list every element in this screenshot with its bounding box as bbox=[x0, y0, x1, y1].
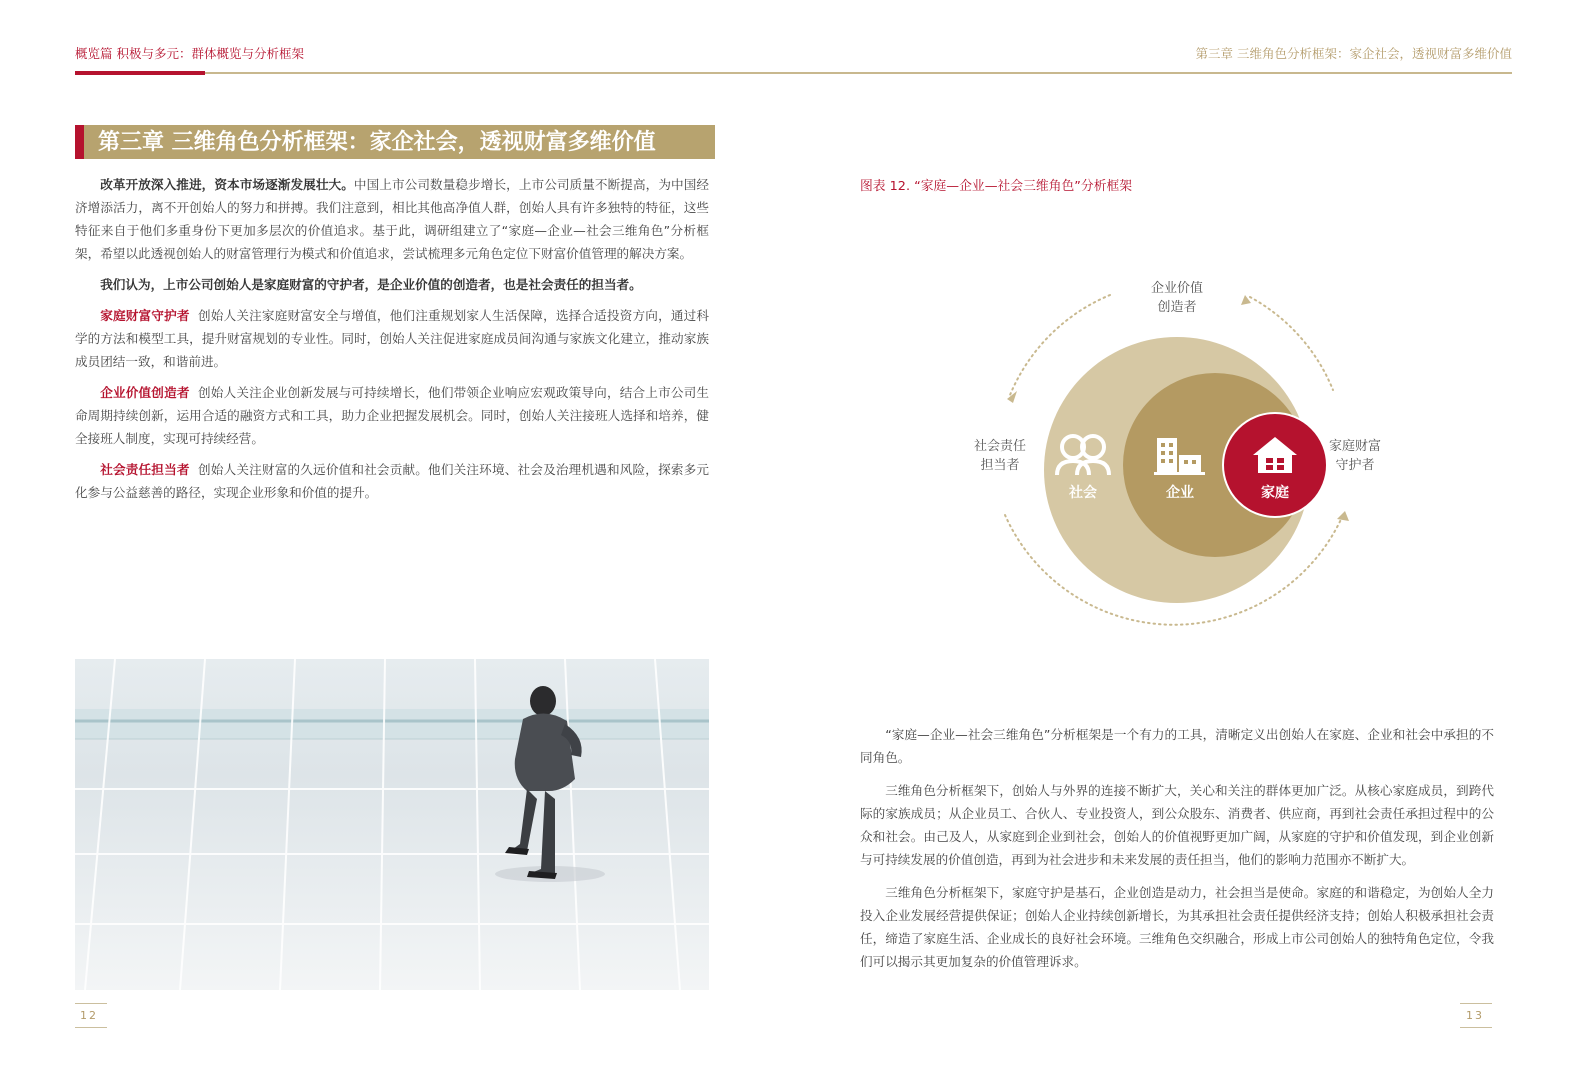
header-right-title: 第三章 三维角色分析框架：家企社会，透视财富多维价值 bbox=[1195, 46, 1512, 61]
paragraph-intro-body: 中国上市公司数量稳步增长，上市公司质量不断提高，为中国经济增添活力，离不开创始人的努力和拼搏。我们注意到，相比其他高净值人群，创始人具有许多独特的特征，这些特征来自于他们多重身份下更加多层次的价值追求。基于此，调研组建立了“家庭—企业—社会三维角色”分析框架，希望以此透视创始人的财富管理行为模式和价值追求，尝试梳理多元角色定位下财富价值管理的解决方案。 bbox=[75, 177, 710, 261]
photo-illustration bbox=[75, 659, 709, 990]
family-role-label: 家庭财富守护者 bbox=[100, 308, 190, 323]
arrow-head-left bbox=[1007, 391, 1017, 403]
right-paragraph-3: 三维角色分析框架下，家庭守护是基石，企业创造是动力，社会担当是使命。家庭的和谐稳定，为创始人全力投入企业发展经营提供保证；创始人企业持续创新增长，为其承担社会责任提供经济支持；创始人积极承担社会责任，缔造了家庭生活、企业成长的良好社会环境。三维角色交织融合，形成上市公司创始人的独特角色定位，令我们可以揭示其更加复杂的价值管理诉求。 bbox=[860, 885, 1494, 969]
enterprise-role-text: 创始人关注企业创新发展与可持续增长，他们带领企业响应宏观政策导向，结合上市公司生命周期持续创新，运用合适的融资方式和工具，助力企业把握发展机会。同时，创始人关注接班人选择和培养，健全接班人制度，实现可持续经营。 bbox=[75, 385, 710, 446]
label-enterprise-creator bbox=[1142, 279, 1212, 317]
chapter-banner-mark bbox=[75, 125, 84, 159]
arrow-head-bottom-right bbox=[1337, 511, 1349, 521]
right-paragraph-2: 三维角色分析框架下，创始人与外界的连接不断扩大，关心和关注的群体更加广泛。从核心家庭成员，到跨代际的家族成员；从企业员工、合伙人、专业投资人，到公众股东、消费者、供应商，再到社会责任承担过程中的公众和社会。由己及人，从家庭到企业到社会，创始人的价值视野更加广阔，从家庭的守护和价值发现，到企业创新与可持续发展的价值创造，再到为社会进步和未来发展的责任担当，他们的影响力范围亦不断扩大。 bbox=[860, 783, 1494, 867]
label-society-bearer-line2: 担当者 bbox=[980, 458, 1020, 473]
family-role-text: 创始人关注家庭财富安全与增值，他们注重规划家人生活保障，选择合适投资方向，通过科学的方法和模型工具，提升财富规划的专业性。同时，创始人关注促进家庭成员间沟通与家族文化建立，推动家族成员团结一致，和谐前进。 bbox=[75, 308, 710, 369]
chapter-title: 第三章 三维角色分析框架：家企社会，透视财富多维价值 bbox=[98, 129, 656, 155]
label-family-guardian-line1: 家庭财富 bbox=[1328, 439, 1381, 454]
right-paragraph-1: “家庭—企业—社会三维角色”分析框架是一个有力的工具，清晰定义出创始人在家庭、企业和社会中承担的不同角色。 bbox=[860, 727, 1494, 765]
paragraph-family-role bbox=[75, 304, 709, 373]
paragraph-intro-lead: 改革开放深入推进，资本市场逐渐发展壮大。 bbox=[100, 177, 354, 192]
society-role-text: 创始人关注财富的久远价值和社会贡献。他们关注环境、社会及治理机遇和风险，探索多元化参与公益慈善的路径，实现企业形象和价值的提升。 bbox=[75, 462, 710, 500]
footer-right-rule-bottom bbox=[1460, 1027, 1492, 1028]
society-role-label: 社会责任担当者 bbox=[100, 462, 190, 477]
label-enterprise-creator-line1: 企业价值 bbox=[1150, 281, 1203, 296]
header-left-title: 概览篇 积极与多元：群体概览与分析框架 bbox=[75, 46, 304, 61]
businessman-photo bbox=[75, 659, 709, 990]
paragraph-society-role bbox=[75, 458, 709, 504]
circle-label-society: 社会 bbox=[1069, 485, 1097, 501]
right-column-text bbox=[860, 723, 1494, 981]
footer-right-rule-top bbox=[1460, 1003, 1492, 1004]
footer-left-rule-top bbox=[75, 1003, 107, 1004]
header-divider bbox=[75, 72, 1512, 74]
footer-left-rule-bottom bbox=[75, 1027, 107, 1028]
paragraph-thesis-text: 我们认为，上市公司创始人是家庭财富的守护者，是企业价值的创造者，也是社会责任的担当者。 bbox=[100, 277, 642, 292]
page-number-left: 12 bbox=[80, 1009, 98, 1022]
label-enterprise-creator-line2: 创造者 bbox=[1157, 300, 1197, 315]
circle-label-enterprise: 企业 bbox=[1166, 485, 1194, 501]
left-column-text bbox=[75, 173, 709, 512]
label-society-bearer-line1: 社会责任 bbox=[973, 439, 1026, 454]
paragraph-intro bbox=[75, 173, 709, 265]
paragraph-thesis bbox=[75, 273, 709, 296]
label-society-bearer bbox=[960, 437, 1040, 475]
enterprise-role-label: 企业价值创造者 bbox=[100, 385, 190, 400]
page-number-right: 13 bbox=[1466, 1009, 1484, 1022]
three-role-diagram bbox=[955, 275, 1415, 655]
paragraph-enterprise-role bbox=[75, 381, 709, 450]
label-family-guardian bbox=[1315, 437, 1395, 475]
header-accent-bar bbox=[75, 71, 205, 75]
label-family-guardian-line2: 守护者 bbox=[1335, 458, 1375, 473]
figure-caption: 图表 12. “家庭—企业—社会三维角色”分析框架 bbox=[860, 179, 1133, 194]
circle-label-family: 家庭 bbox=[1261, 485, 1289, 501]
